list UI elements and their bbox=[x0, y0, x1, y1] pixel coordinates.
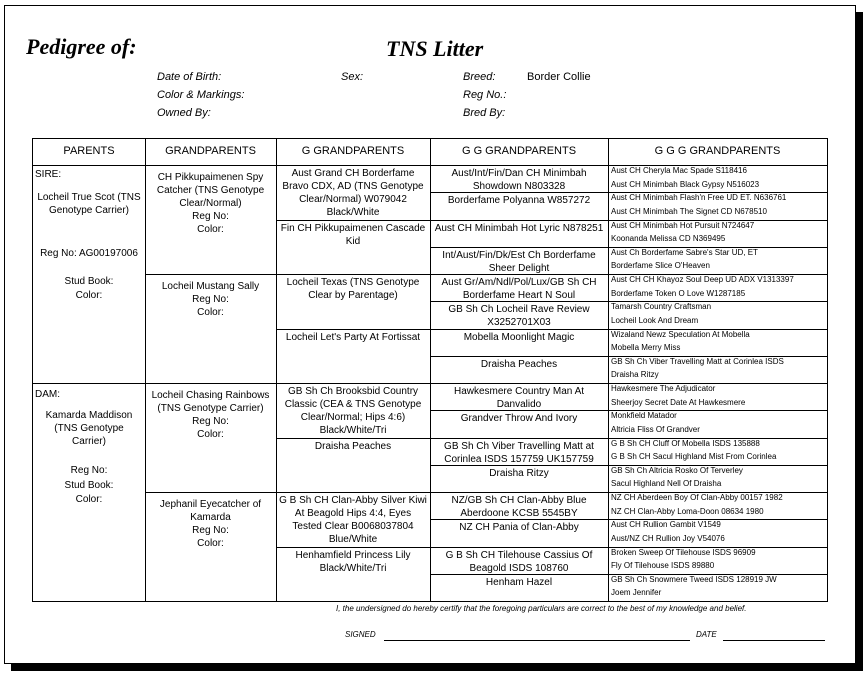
ggg-grandparent-cell: G B Sh CH Sacul Highland Mist From Corinlea bbox=[611, 452, 777, 462]
row-divider bbox=[276, 220, 430, 221]
dam-label: DAM: bbox=[35, 389, 60, 400]
ggg-grandparent-cell: Sacul Highland Nell Of Draisha bbox=[611, 479, 722, 489]
row-divider bbox=[430, 383, 608, 384]
row-divider bbox=[430, 247, 608, 248]
ggg-grandparent-cell: Aust CH Rullion Gambit V1549 bbox=[611, 520, 721, 530]
gg-grandparent-cell: Aust Gr/Am/Ndl/Pol/Lux/GB Sh CH Borderfame Heart N Soul bbox=[441, 277, 597, 301]
row-divider bbox=[430, 329, 608, 330]
grandparent-color: Color: bbox=[197, 307, 224, 318]
row-divider bbox=[608, 410, 827, 411]
grandparent-color: Color: bbox=[197, 538, 224, 549]
row-divider bbox=[608, 220, 827, 221]
date-label: DATE bbox=[696, 630, 717, 639]
litter-name: TNS Litter bbox=[386, 36, 484, 61]
gg-grandparent-cell: Aust CH Minimbah Hot Lyric N878251 bbox=[434, 222, 604, 234]
gg-grandparent-cell: Draisha Peaches bbox=[480, 358, 558, 370]
row-divider bbox=[145, 383, 276, 384]
ggg-grandparent-cell: Aust Ch Borderfame Sabre's Star UD, ET bbox=[611, 247, 758, 257]
ggg-grandparent-cell: Aust CH Cheryla Mac Spade S118416 bbox=[611, 166, 747, 175]
row-divider bbox=[430, 438, 608, 439]
reg-no-label: Reg No.: bbox=[463, 89, 507, 101]
row-divider bbox=[430, 547, 608, 548]
column-header-parents: PARENTS bbox=[63, 145, 115, 157]
ggg-grandparent-cell: Fly Of Tilehouse ISDS 89880 bbox=[611, 561, 715, 571]
row-divider bbox=[608, 329, 827, 330]
ggg-grandparent-cell: Draisha Ritzy bbox=[611, 370, 659, 380]
ggg-grandparent-cell: Tamarsh Country Craftsman bbox=[611, 302, 712, 312]
row-divider bbox=[145, 492, 276, 493]
gg-grandparent-cell: Draisha Ritzy bbox=[489, 467, 549, 479]
ggg-grandparent-cell: Borderfame Slice O'Heaven bbox=[611, 261, 710, 271]
grandparent-name: Locheil Mustang Sally bbox=[161, 281, 260, 292]
row-divider bbox=[430, 356, 608, 357]
row-divider bbox=[145, 274, 276, 275]
certification-text: I, the undersigned do hereby certify that the foregoing particulars are correct to the best of my knowledge and belief. bbox=[336, 604, 747, 613]
ggg-grandparent-cell: Hawkesmere The Adjudicator bbox=[611, 384, 716, 393]
ggg-grandparent-cell: Borderfame Token O Love W1287185 bbox=[611, 288, 746, 298]
dam-name: Kamarda Maddison (TNS Genotype Carrier) bbox=[45, 410, 133, 447]
g-grandparent-cell: Draisha Peaches bbox=[314, 440, 392, 452]
row-divider bbox=[430, 574, 608, 575]
sire-reg: Reg No: AG00197006 bbox=[40, 248, 138, 259]
g-grandparent-cell: Henhamfield Princess Lily Black/White/Tri bbox=[295, 549, 411, 574]
row-divider bbox=[608, 383, 827, 384]
g-grandparent-cell: GB Sh Ch Brooksbid Country Classic (CEA & TNS Genotype Clear/Normal; Hips 4:6) Black/White/Tri bbox=[284, 386, 422, 436]
ggg-grandparent-cell: Aust CH Minimbah Black Gypsy N516023 bbox=[611, 179, 760, 189]
gg-grandparent-cell: Borderfame Polyanna W857272 bbox=[447, 195, 591, 207]
ggg-grandparent-cell: Aust CH Minimbah The Signet CD N678510 bbox=[611, 206, 767, 216]
sire-stud-book: Stud Book: bbox=[64, 276, 114, 287]
ggg-grandparent-cell: Joem Jennifer bbox=[611, 588, 662, 598]
row-divider bbox=[430, 492, 608, 493]
row-divider bbox=[608, 574, 827, 575]
column-header-g-grandparents: G GRANDPARENTS bbox=[301, 145, 405, 157]
g-grandparent-cell: Fin CH Pikkupaimenen Cascade Kid bbox=[280, 222, 426, 247]
row-divider bbox=[608, 465, 827, 466]
gg-grandparent-cell: Int/Aust/Fin/Dk/Est Ch Borderfame Sheer Delight bbox=[442, 249, 596, 273]
row-divider bbox=[608, 274, 827, 275]
color-markings-label: Color & Markings: bbox=[157, 89, 245, 101]
ggg-grandparent-cell: Monkfield Matador bbox=[611, 411, 677, 421]
row-divider bbox=[608, 492, 827, 493]
row-divider bbox=[430, 465, 608, 466]
ggg-grandparent-cell: Locheil Look And Dream bbox=[611, 315, 699, 325]
gg-grandparent-cell: Aust/Int/Fin/Dan CH Minimbah Showdown N803328 bbox=[451, 168, 587, 192]
gg-grandparent-cell: Henham Hazel bbox=[485, 576, 553, 588]
grandparent-cell bbox=[145, 167, 276, 273]
ggg-grandparent-cell: Altricia Fliss Of Grandver bbox=[611, 424, 700, 434]
breed-label: Breed: bbox=[463, 71, 496, 83]
bred-by-label: Bred By: bbox=[463, 107, 506, 119]
row-divider bbox=[430, 301, 608, 302]
row-divider bbox=[608, 192, 827, 193]
row-divider bbox=[430, 192, 608, 193]
signed-label: SIGNED bbox=[345, 630, 376, 639]
ggg-grandparent-cell: NZ CH Clan-Abby Loma-Doon 08634 1980 bbox=[611, 506, 764, 516]
grandparent-reg: Reg No: bbox=[192, 211, 229, 222]
grandparent-reg: Reg No: bbox=[192, 294, 229, 305]
ggg-grandparent-cell: Aust CH Minimbah Hot Pursuit N724647 bbox=[611, 220, 755, 230]
row-divider bbox=[276, 492, 430, 493]
ggg-grandparent-cell: NZ CH Aberdeen Boy Of Clan-Abby 00157 1982 bbox=[611, 493, 783, 502]
gg-grandparent-cell: GB Sh Ch Locheil Rave Review X3252701X03 bbox=[448, 304, 590, 328]
sire-color: Color: bbox=[75, 290, 103, 301]
grandparent-name: Jephanil Eyecatcher of Kamarda bbox=[159, 499, 262, 523]
ggg-grandparent-cell: GB Sh Ch Altricia Rosko Of Terverley bbox=[611, 465, 743, 475]
row-divider bbox=[430, 519, 608, 520]
row-divider bbox=[276, 383, 430, 384]
grandparent-color: Color: bbox=[197, 429, 224, 440]
row-divider bbox=[276, 329, 430, 330]
row-divider bbox=[608, 547, 827, 548]
sire-label: SIRE: bbox=[35, 169, 62, 180]
ggg-grandparent-cell: Aust CH Minimbah Flash'n Free UD ET. N636761 bbox=[611, 193, 787, 203]
row-divider bbox=[608, 247, 827, 248]
row-divider bbox=[608, 301, 827, 302]
row-divider bbox=[276, 438, 430, 439]
row-divider bbox=[608, 356, 827, 357]
grandparent-cell bbox=[145, 276, 276, 382]
row-divider bbox=[430, 220, 608, 221]
owned-by-label: Owned By: bbox=[157, 107, 211, 119]
pedigree-title-label: Pedigree of: bbox=[26, 34, 137, 59]
row-divider bbox=[33, 383, 145, 384]
grandparent-reg: Reg No: bbox=[192, 525, 229, 536]
ggg-grandparent-cell: Koonanda Melissa CD N369495 bbox=[611, 234, 726, 244]
gg-grandparent-cell: NZ/GB Sh CH Clan-Abby Blue Aberdoone KCSB 5545BY bbox=[451, 495, 587, 519]
row-divider bbox=[276, 547, 430, 548]
g-grandparent-cell: G B Sh CH Clan-Abby Silver Kiwi At Beagold Hips 4:4, Eyes Tested Clear B0068037804 Blue/White bbox=[279, 495, 427, 545]
ggg-grandparent-cell: Mobella Merry Miss bbox=[611, 343, 681, 353]
g-grandparent-cell: Locheil Let's Party At Fortissat bbox=[285, 331, 421, 343]
row-divider bbox=[276, 274, 430, 275]
grandparent-color: Color: bbox=[197, 224, 224, 235]
ggg-grandparent-cell: G B Sh CH Cluff Of Mobella ISDS 135888 bbox=[611, 438, 760, 448]
g-grandparent-cell: Aust Grand CH Borderfame Bravo CDX, AD (TNS Genotype Clear/Normal) W079042 Black/White bbox=[282, 168, 424, 218]
dam-reg: Reg No: bbox=[70, 465, 108, 476]
sex-label: Sex: bbox=[341, 71, 364, 83]
ggg-grandparent-cell: Aust/NZ CH Rullion Joy V54076 bbox=[611, 533, 725, 543]
ggg-grandparent-cell: Aust CH CH Khayoz Soul Deep UD ADX V1313397 bbox=[611, 275, 794, 284]
grandparent-cell bbox=[145, 494, 276, 600]
gg-grandparent-cell: GB Sh Ch Viber Travelling Matt at Corinlea ISDS 157759 UK157759 bbox=[444, 440, 594, 464]
row-divider bbox=[608, 519, 827, 520]
grandparent-cell bbox=[145, 385, 276, 491]
ggg-grandparent-cell: GB Sh Ch Snowmere Tweed ISDS 128919 JW bbox=[611, 574, 777, 584]
column-header-grandparents: GRANDPARENTS bbox=[165, 145, 256, 157]
row-divider bbox=[430, 410, 608, 411]
pedigree-table bbox=[32, 138, 828, 602]
column-header-gg-grandparents: G G GRANDPARENTS bbox=[461, 145, 577, 157]
column-header-ggg-grandparents: G G G GRANDPARENTS bbox=[654, 145, 781, 157]
date-line bbox=[723, 640, 825, 641]
row-divider bbox=[608, 438, 827, 439]
grandparent-name: CH Pikkupaimenen Spy Catcher (TNS Genotype Clear/Normal) bbox=[156, 172, 265, 209]
gg-grandparent-cell: NZ CH Pania of Clan-Abby bbox=[459, 522, 579, 534]
sire-name: Locheil True Scot (TNS Genotype Carrier) bbox=[37, 192, 141, 216]
ggg-grandparent-cell: Broken Sweep Of Tilehouse ISDS 96909 bbox=[611, 547, 756, 557]
ggg-grandparent-cell: Wizaland Newz Speculation At Mobella bbox=[611, 329, 750, 339]
row-divider bbox=[430, 274, 608, 275]
gg-grandparent-cell: Grandver Throw And Ivory bbox=[460, 413, 578, 425]
signature-line bbox=[384, 640, 690, 641]
dob-label: Date of Birth: bbox=[157, 71, 222, 83]
gg-grandparent-cell: G B Sh CH Tilehouse Cassius Of Beagold ISDS 108760 bbox=[445, 549, 593, 573]
g-grandparent-cell: Locheil Texas (TNS Genotype Clear by Parentage) bbox=[286, 277, 420, 301]
breed-value: Border Collie bbox=[527, 71, 591, 83]
grandparent-reg: Reg No: bbox=[192, 416, 229, 427]
dam-stud-book: Stud Book: bbox=[64, 480, 114, 491]
ggg-grandparent-cell: Sheerjoy Secret Date At Hawkesmere bbox=[611, 397, 746, 407]
gg-grandparent-cell: Mobella Moonlight Magic bbox=[463, 331, 575, 343]
grandparent-name: Locheil Chasing Rainbows (TNS Genotype Carrier) bbox=[151, 390, 270, 414]
dam-color: Color: bbox=[75, 494, 103, 505]
ggg-grandparent-cell: GB Sh Ch Viber Travelling Matt at Corinlea ISDS bbox=[611, 356, 784, 366]
gg-grandparent-cell: Hawkesmere Country Man At Danvalido bbox=[453, 386, 585, 410]
